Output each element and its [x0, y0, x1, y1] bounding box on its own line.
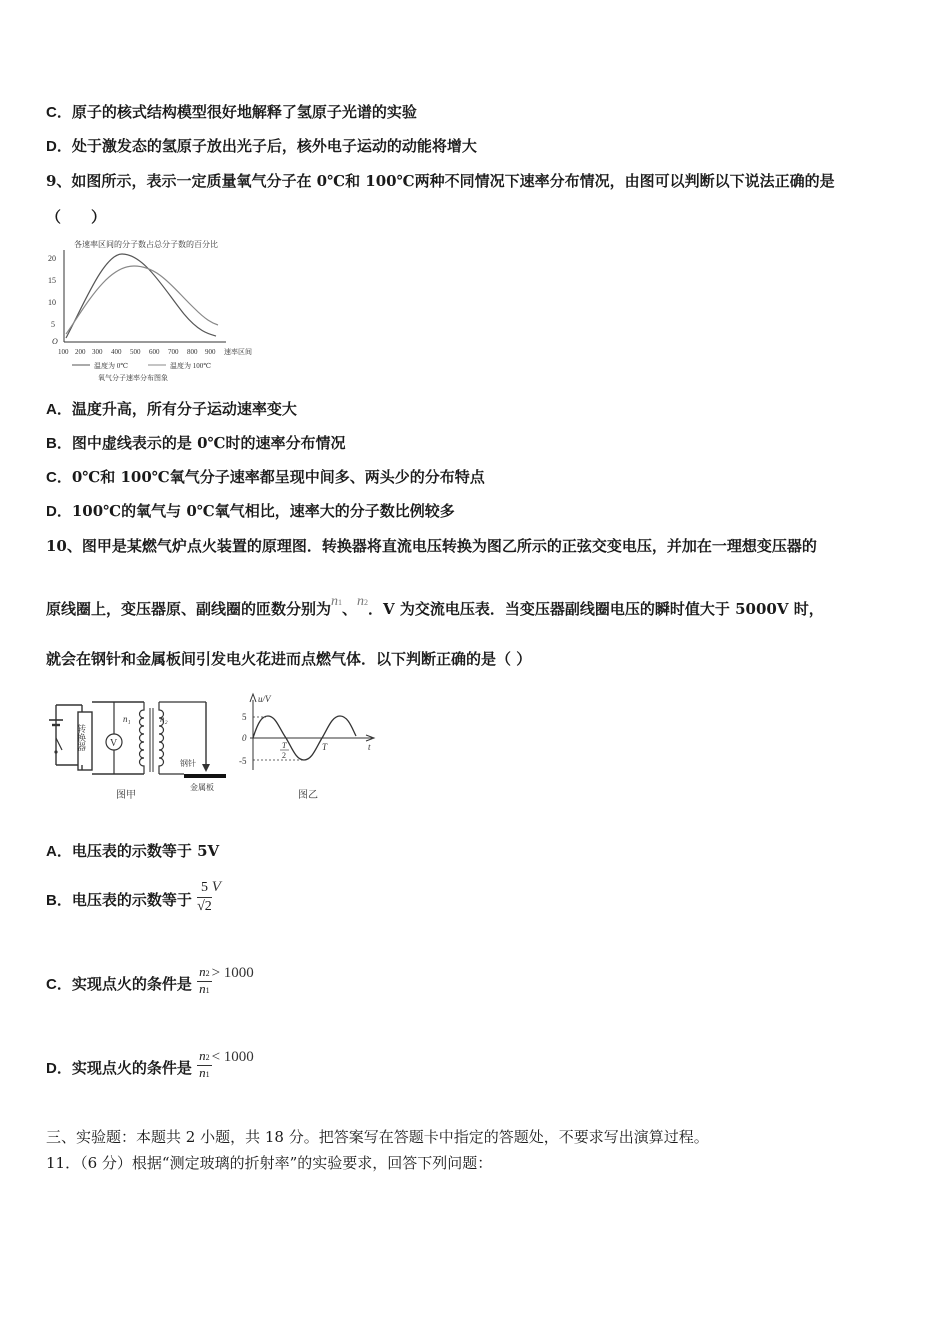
x-ticks [58, 348, 216, 356]
n1-letter: n [331, 594, 339, 609]
q10-option-c [46, 960, 254, 1009]
option-text: 实现点火的条件是 [71, 975, 192, 993]
x-tick: 800 [187, 348, 198, 356]
switch-pivot [54, 750, 57, 753]
needle-tip [202, 764, 210, 772]
fraction-numerator: 5 [200, 879, 208, 895]
num-letter: n [199, 1047, 206, 1063]
x-tick: 700 [168, 348, 179, 356]
option-letter: D． [46, 138, 72, 155]
half-period-den: 2 [282, 751, 286, 760]
q10-option-a [46, 841, 219, 862]
x-tick: 600 [149, 348, 160, 356]
q10-circuit-figure [44, 690, 234, 810]
n2-sub: 2 [364, 598, 369, 607]
legend-solid: 温度为 0℃ [94, 362, 129, 370]
option-text: 温度升高，所有分子运动速率变大 [71, 400, 297, 418]
num-sub: 2 [205, 968, 210, 978]
separator: 、 [342, 600, 358, 618]
q8-option-d [46, 136, 477, 157]
fraction-denominator: √2 [197, 898, 212, 914]
caption-yi: 图乙 [298, 790, 318, 801]
n2-letter: n [357, 594, 365, 609]
y-tick: 20 [48, 254, 56, 263]
option-letter: C． [46, 104, 72, 121]
half-period-num: T [282, 741, 287, 750]
q10-option-b [46, 876, 221, 925]
section3-heading: 三、实验题：本题共 2 小题，共 18 分。把答案写在答题卡中指定的答题处，不要求写出演算过程。 [46, 1128, 709, 1146]
q9-option-b [46, 433, 345, 454]
q9-option-c [46, 467, 485, 488]
fraction [197, 965, 212, 998]
curve-100c [66, 266, 218, 334]
x-tick: 500 [130, 348, 141, 356]
x-axis-label: 速率区间 [224, 348, 252, 356]
n2-label: n₂ [160, 714, 168, 724]
den-sub: 1 [205, 1069, 210, 1079]
switch-blade [56, 738, 62, 750]
y-max-label: 5 [242, 712, 247, 722]
option-letter: C． [46, 976, 72, 993]
u-axis-label: u/V [258, 694, 271, 704]
option-letter: D． [46, 503, 72, 520]
origin-label: O [52, 337, 58, 346]
option-letter: A． [46, 843, 72, 860]
legend-dashed: 温度为 100℃ [170, 362, 212, 370]
q10-sine-figure [236, 690, 386, 810]
figure-caption: 氧气分子速率分布图象 [98, 374, 168, 382]
q9-option-a [46, 399, 297, 420]
option-letter: C． [46, 469, 72, 486]
stem-text: ．V 为交流电压表．当变压器副线圈电压的瞬时值大于 5000V 时， [368, 600, 824, 618]
q10-stem-line3: 就会在钢针和金属板间引发电火花进而点燃气体．以下判断正确的是（ ） [46, 650, 532, 668]
option-letter: D． [46, 1060, 72, 1077]
option-text: 100℃的氧气与 0℃氧气相比，速率大的分子数比例较多 [71, 502, 455, 520]
num-letter: n [199, 963, 206, 979]
t-label: t [368, 742, 371, 752]
figure-title: 各速率区间的分子数占总分子数的百分比 [74, 240, 218, 249]
fraction-denominator [197, 1066, 212, 1082]
option-letter: B． [46, 435, 72, 452]
q9-distribution-figure [44, 234, 264, 384]
y-tick: 5 [51, 320, 55, 329]
x-tick: 200 [75, 348, 86, 356]
caption-jia: 图甲 [116, 790, 136, 801]
y-tick: 15 [48, 276, 56, 285]
q10-stem-line2 [46, 594, 824, 622]
q8-option-c [46, 102, 417, 123]
q9-option-d [46, 501, 455, 522]
option-text: 电压表的示数等于 [71, 891, 192, 909]
relation: < 1000 [211, 1049, 254, 1065]
den-sub: 1 [205, 985, 210, 995]
relation: > 1000 [211, 965, 254, 981]
n1-sub: 1 [338, 598, 343, 607]
den-letter: n [199, 1064, 206, 1080]
metal-plate [184, 774, 226, 778]
q9-blank: （ ） [46, 208, 107, 226]
option-letter: B． [46, 892, 72, 909]
option-text: 电压表的示数等于 5V [71, 842, 220, 860]
x-tick: 400 [111, 348, 122, 356]
fraction-numerator [197, 1049, 212, 1065]
x-tick: 900 [205, 348, 216, 356]
converter-label: 转换器 [76, 724, 86, 751]
primary-coil [140, 702, 145, 774]
y-min-label: -5 [239, 756, 247, 766]
q10-option-d [46, 1044, 254, 1093]
period-label: T [322, 742, 328, 752]
plate-label: 金属板 [190, 783, 214, 792]
n1-label: n₁ [123, 714, 131, 724]
voltmeter-label: V [110, 738, 118, 749]
option-text: 原子的核式结构模型很好地解释了氢原子光谱的实验 [71, 103, 417, 121]
fraction [197, 1049, 212, 1082]
secondary-coil [159, 702, 164, 774]
n2-symbol [357, 594, 368, 609]
unit: V [211, 879, 221, 895]
option-text: 0℃和 100℃氧气分子速率都呈现中间多、两头少的分布特点 [71, 468, 485, 486]
needle-label: 钢针 [180, 759, 196, 768]
den-letter: n [199, 980, 206, 996]
n1-symbol [331, 594, 342, 609]
fraction-denominator [197, 982, 212, 998]
option-text: 图中虚线表示的是 0℃时的速率分布情况 [71, 434, 346, 452]
option-letter: A． [46, 401, 72, 418]
q9-stem: 9、如图所示，表示一定质量氧气分子在 0℃和 100℃两种不同情况下速率分布情况，由图可以判断以下说法正确的是 [46, 172, 835, 190]
q11-stem: 11．（6 分）根据“测定玻璃的折射率”的实验要求，回答下列问题： [46, 1154, 493, 1172]
fraction-numerator [197, 965, 212, 981]
origin-label: 0 [242, 733, 247, 743]
stem-text: 原线圈上，变压器原、副线圈的匝数分别为 [46, 600, 332, 618]
num-sub: 2 [205, 1052, 210, 1062]
y-tick: 10 [48, 298, 56, 307]
x-tick: 300 [92, 348, 103, 356]
x-tick: 100 [58, 348, 69, 356]
q10-stem-line1: 10、图甲是某燃气炉点火装置的原理图．转换器将直流电压转换为图乙所示的正弦交变电压，并加在一理想变压器的 [46, 537, 817, 555]
option-text: 实现点火的条件是 [71, 1059, 192, 1077]
option-text: 处于激发态的氢原子放出光子后，核外电子运动的动能将增大 [71, 137, 477, 155]
fraction [197, 879, 212, 916]
